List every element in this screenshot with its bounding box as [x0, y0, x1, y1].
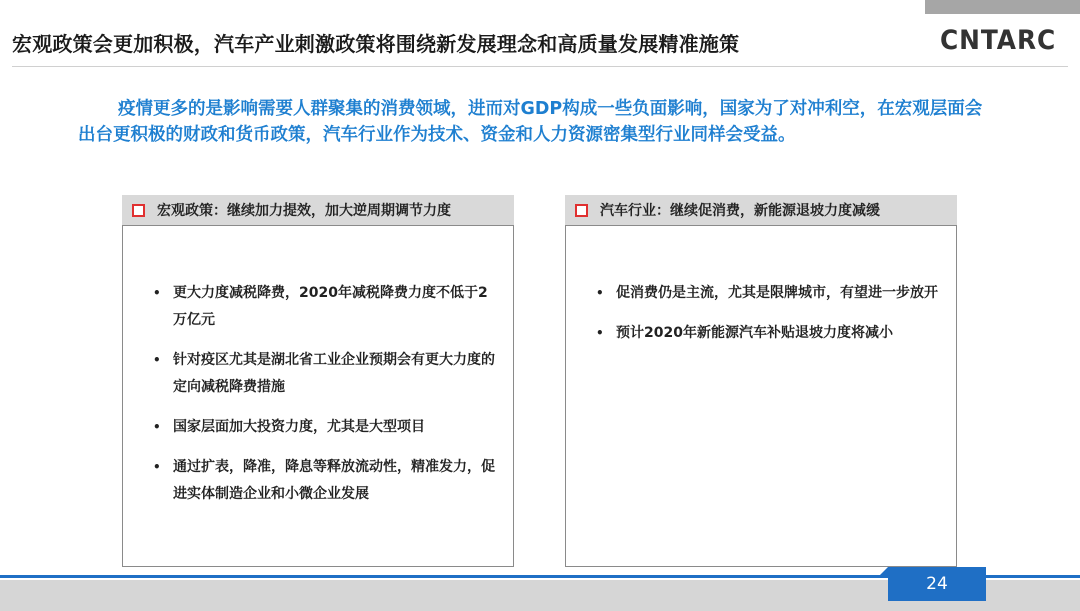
cnatrc-logo: CNTARC — [940, 25, 1057, 56]
panel-body — [122, 225, 514, 567]
panel-title: 汽车行业：继续促消费，新能源退坡力度减缓 — [600, 203, 880, 219]
bullet-dot-icon: • — [153, 286, 161, 300]
bullet-list — [596, 280, 941, 360]
slide-title: 宏观政策会更加积极，汽车产业刺激政策将围绕新发展理念和高质量发展精准施策 — [12, 32, 740, 56]
red-square-outline-icon — [132, 204, 145, 217]
list-item — [153, 347, 498, 401]
list-item-text: 针对疫区尤其是湖北省工业企业预期会有更大力度的定向减税降费措施 — [173, 352, 495, 395]
panel-title: 宏观政策：继续加力提效，加大逆周期调节力度 — [157, 203, 451, 219]
intro-paragraph: 疫情更多的是影响需要人群聚集的消费领域，进而对GDP构成一些负面影响，国家为了对冲利空，在宏观层面会出台更积极的财政和货币政策，汽车行业作为技术、资金和人力资源密集型行业同样会受益。 — [78, 99, 983, 145]
list-item — [153, 414, 498, 441]
bullet-dot-icon: • — [153, 460, 161, 474]
page-number: 24 — [888, 567, 986, 601]
panel-body — [565, 225, 957, 567]
panel-header — [565, 195, 957, 225]
panel-header — [122, 195, 514, 225]
macro-policy-panel — [122, 195, 514, 567]
list-item — [153, 280, 498, 334]
list-item-text: 预计2020年新能源汽车补贴退坡力度将减小 — [616, 325, 893, 341]
list-item-text: 国家层面加大投资力度，尤其是大型项目 — [173, 419, 425, 435]
auto-industry-panel — [565, 195, 957, 567]
list-item-text: 促消费仍是主流，尤其是限牌城市，有望进一步放开 — [616, 285, 938, 301]
bullet-dot-icon: • — [596, 286, 604, 300]
title-divider — [12, 66, 1068, 67]
list-item-text: 通过扩表，降准，降息等释放流动性，精准发力，促进实体制造企业和小微企业发展 — [173, 459, 495, 502]
bullet-dot-icon: • — [596, 326, 604, 340]
bullet-dot-icon: • — [153, 420, 161, 434]
bullet-list — [153, 280, 498, 521]
list-item — [596, 280, 941, 307]
top-gray-bar — [925, 0, 1080, 14]
page-number-notch — [878, 567, 888, 577]
red-square-outline-icon — [575, 204, 588, 217]
list-item-text: 更大力度减税降费，2020年减税降费力度不低于2万亿元 — [173, 285, 488, 328]
list-item — [153, 454, 498, 508]
bullet-dot-icon: • — [153, 353, 161, 367]
list-item — [596, 320, 941, 347]
